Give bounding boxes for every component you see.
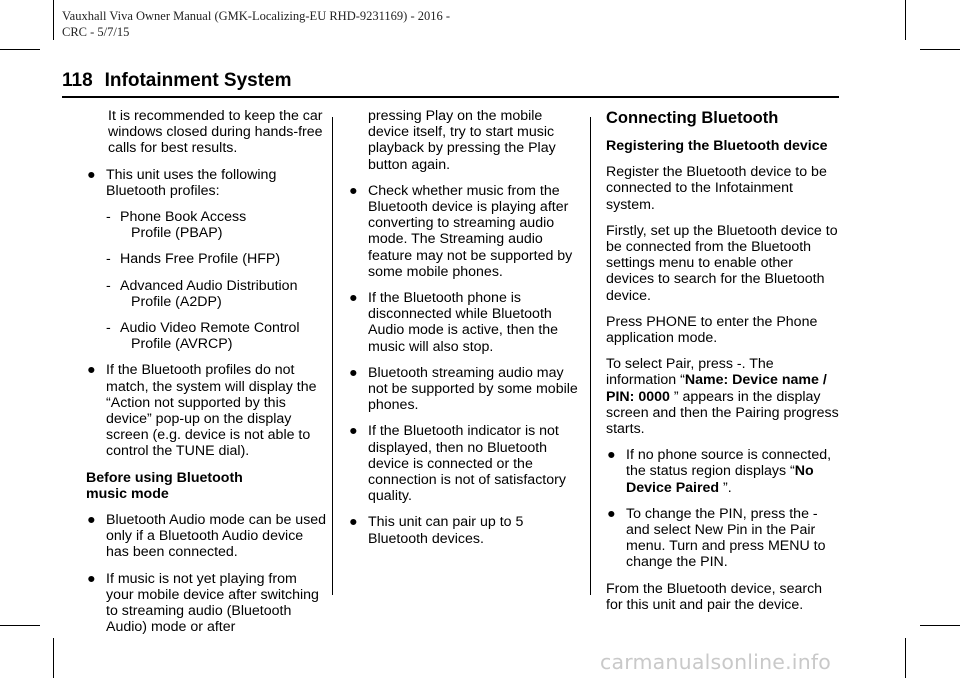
profile-name: Audio Video Remote Control (120, 320, 300, 337)
profile-name: Phone Book Access (120, 209, 247, 226)
list-item (348, 290, 580, 355)
paragraph: Register the Bluetooth device to be connected to the Infotainment system. (606, 164, 827, 213)
bullet-icon: ● (349, 514, 358, 531)
profile-item (86, 320, 328, 352)
list-item-text: If music is not yet playing from your mobile device after switching to streaming audio (Bluetooth Audio) mode or after (106, 570, 319, 636)
list-item (86, 167, 328, 199)
text-run: ” appears in the display screen and then the Pairing progress starts. (606, 388, 839, 438)
list-item (348, 365, 580, 414)
bullet-icon: ● (87, 512, 96, 529)
subheading: Registering the Bluetooth device (606, 138, 828, 154)
dash-icon: - (106, 209, 111, 226)
list-item-text: If the Bluetooth profiles do not match, the system will display the “Action not supported by this device” pop-up on the display screen (e.g. device is not able to control the TUNE dial). (106, 362, 317, 460)
page-heading (62, 70, 292, 92)
bullet-icon: ● (87, 362, 96, 379)
continued-paragraph: pressing Play on the mobile device itself, try to start music playback by pressing the Play button again. (368, 108, 556, 173)
text-run: If no phone source is connected, the status region displays “ (626, 447, 832, 480)
subheading: Before using Bluetooth music mode (86, 469, 243, 502)
list-item (86, 571, 328, 636)
profile-name-cont: Profile (AVRCP) (131, 336, 233, 353)
list-item (86, 512, 328, 561)
text-run: ”. (719, 479, 732, 496)
list-item (86, 362, 328, 459)
print-header-note (62, 8, 450, 40)
paragraph: From the Bluetooth device, search for this unit and pair the device. (606, 580, 823, 613)
list-item-text: This unit uses the following Bluetooth profiles: (106, 166, 277, 199)
section-title: Connecting Bluetooth (606, 109, 779, 127)
bullet-icon: ● (87, 166, 96, 183)
intro-paragraph: It is recommended to keep the car windows closed during hands-free calls for best results. (108, 108, 323, 157)
list-item-text: To change the PIN, press the - and select New Pin in the Pair menu. Turn and press MENU to change the PIN. (626, 505, 826, 571)
list-item-text: Bluetooth Audio mode can be used only if a Bluetooth Audio device has been connected. (106, 512, 327, 561)
bullet-icon: ● (87, 570, 96, 587)
crop-mark-top-left-v (53, 0, 54, 40)
dash-icon: - (106, 320, 111, 337)
profile-name-cont: Profile (A2DP) (131, 293, 222, 310)
list-item (348, 183, 580, 280)
page-title: Infotainment System (104, 70, 292, 91)
column-3 (606, 108, 842, 623)
list-item-text (626, 447, 831, 495)
list-item-text: Bluetooth streaming audio may not be supported by some mobile phones. (368, 364, 578, 414)
pairing-info-text: Name: Device name / PIN: 0000 (606, 372, 827, 405)
list-item-text: If the Bluetooth phone is disconnected while Bluetooth Audio mode is active, then the music will also stop. (368, 290, 559, 355)
bullet-icon: ● (607, 505, 616, 522)
status-text: No Device Paired (626, 463, 814, 496)
paragraph: Firstly, set up the Bluetooth device to be connected from the Bluetooth settings menu to enable other devices to search for the Bluetooth device. (606, 222, 838, 304)
text-run: To select Pair, press -. The information “ (606, 356, 774, 389)
paragraph (606, 356, 842, 437)
crop-mark-top-right-h (920, 49, 960, 50)
crop-mark-top-right-v (905, 0, 906, 40)
list-item-text: Check whether music from the Bluetooth device is playing after converting to streaming audio mode. The Streaming audio feature may not be supported by some mobile phones. (368, 182, 573, 280)
column-2 (348, 108, 580, 557)
heading-rule (62, 96, 839, 98)
profile-name: Hands Free Profile (HFP) (120, 251, 281, 268)
profile-item (86, 209, 328, 241)
crop-mark-bottom-right-v (905, 638, 906, 678)
crop-mark-bottom-left-h (0, 625, 40, 626)
bullet-icon: ● (349, 364, 358, 381)
watermark-text: carmanualsonline.info (600, 650, 832, 674)
bullet-icon: ● (349, 423, 358, 440)
bullet-icon: ● (349, 182, 358, 199)
crop-mark-bottom-right-h (920, 625, 960, 626)
print-header-line-1: Vauxhall Viva Owner Manual (GMK-Localizing-EU RHD-9231169) - 2016 - (62, 9, 451, 23)
list-item-text: This unit can pair up to 5 Bluetooth devices. (368, 514, 524, 547)
bullet-icon: ● (349, 290, 358, 307)
profile-item (86, 278, 328, 310)
dash-icon: - (106, 277, 111, 294)
profile-name-cont: Profile (PBAP) (131, 225, 223, 242)
column-1 (86, 108, 328, 645)
column-divider-2 (590, 117, 591, 595)
print-header-line-2: CRC - 5/7/15 (62, 25, 130, 39)
profile-item (86, 251, 328, 267)
page-number: 118 (62, 70, 93, 91)
paragraph: Press PHONE to enter the Phone application mode. (606, 313, 818, 347)
bullet-icon: ● (607, 447, 616, 464)
column-divider-1 (332, 117, 333, 595)
list-item (606, 447, 842, 496)
crop-mark-bottom-left-v (53, 638, 54, 678)
list-item (348, 514, 580, 546)
list-item (348, 423, 580, 504)
dash-icon: - (106, 251, 111, 268)
list-item (606, 506, 842, 571)
list-item-text: If the Bluetooth indicator is not displayed, then no Bluetooth device is connected or the connection is not of satisfactory quality. (368, 423, 566, 505)
crop-mark-top-left-h (0, 49, 40, 50)
profile-name: Advanced Audio Distribution (120, 277, 298, 294)
